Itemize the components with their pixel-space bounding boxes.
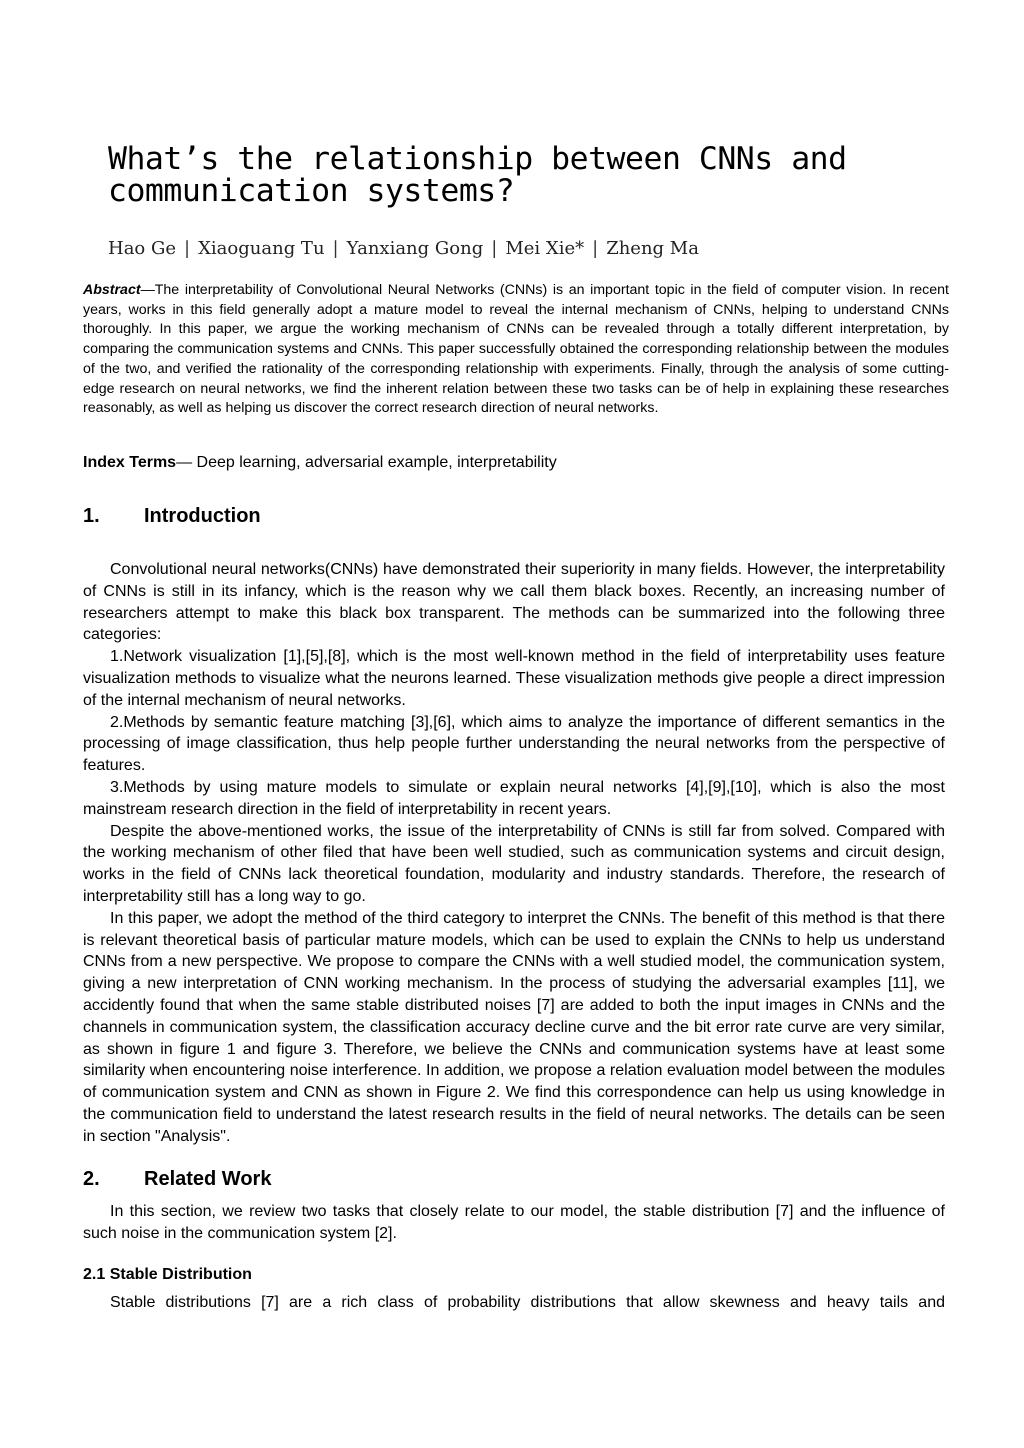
abstract-label: Abstract xyxy=(83,282,141,298)
introduction-body xyxy=(83,559,945,1148)
paragraph: 2.Methods by semantic feature matching [3],[6], which aims to analyze the importance of different semantics in the processing of image classification, thus help people further understanding the neural networks from the perspective of features. xyxy=(83,713,945,775)
author-separator: | xyxy=(184,238,191,259)
stable-distribution-body xyxy=(83,1292,945,1314)
paragraph: In this paper, we adopt the method of the third category to interpret the CNNs. The benefit of this method is that there is relevant theoretical basis of particular mature models, which can be used to explain the CNNs to help us understand CNNs from a new perspective. We propose to compare the CNNs with a well studied model, the communication system, giving a new interpretation of CNN working mechanism. In the process of studying the adversarial examples [11], we accidently found that when the same stable distributed noises [7] are added to both the input images in CNNs and the channels in communication system, the classification accuracy decline curve and the bit error rate curve are very similar, as shown in figure 1 and figure 3. Therefore, we believe the CNNs and communication systems have at least some similarity when encountering noise interference. In addition, we propose a relation evaluation model between the modules of communication system and CNN as shown in Figure 2. We find this correspondence can help us using knowledge in the communication field to understand the latest research results in the field of neural networks. The details can be seen in section "Analysis". xyxy=(83,909,945,1145)
section-heading-introduction xyxy=(83,505,261,528)
section-heading-related-work xyxy=(83,1168,271,1191)
subsection-heading-stable-distribution: 2.1 Stable Distribution xyxy=(83,1266,252,1283)
paragraph: Convolutional neural networks(CNNs) have demonstrated their superiority in many fields. However, the interpretability of CNNs is still in its infancy, which is the reason why we call them black boxes. Recently, an increasing number of researchers attempt to make this black box transparent. The methods can be summarized into the following three categories: xyxy=(83,561,945,644)
author-name: Mei Xie* xyxy=(505,238,585,259)
section-title: Introduction xyxy=(144,505,261,527)
paragraph: Despite the above-mentioned works, the issue of the interpretability of CNNs is still far from solved. Compared with the working mechanism of other filed that have been well studied, such as communication systems and circuit design, works in the field of CNNs lack theoretical foundation, modularity and industry standards. Therefore, the research of interpretability still has a long way to go. xyxy=(83,822,945,905)
paragraph: In this section, we review two tasks that closely relate to our model, the stable distribution [7] and the influence of such noise in the communication system [2]. xyxy=(83,1203,945,1242)
abstract-text: —The interpretability of Convolutional Neural Networks (CNNs) is an important topic in the field of computer vision. In recent years, works in this field generally adopt a mature model to reveal the internal mechanism of CNNs, helping to understand CNNs thoroughly. In this paper, we argue the working mechanism of CNNs can be revealed through a totally different interpretation, by comparing the communication systems and CNNs. This paper successfully obtained the corresponding relationship between the modules of the two, and verified the rationality of the corresponding relationship with experiments. Finally, through the analysis of some cutting-edge research on neural networks, we find the inherent relation between these two tasks can be of help in explaining these researches reasonably, as well as helping us discover the correct research direction of neural networks. xyxy=(83,282,949,417)
section-number: 2. xyxy=(83,1168,100,1190)
paragraph: 3.Methods by using mature models to simulate or explain neural networks [4],[9],[10], which is also the most mainstream research direction in the field of interpretability in recent years. xyxy=(83,778,945,818)
section-title: Related Work xyxy=(144,1168,272,1190)
section-number: 1. xyxy=(83,505,100,527)
author-name: Zheng Ma xyxy=(606,238,699,259)
related-work-body xyxy=(83,1201,945,1245)
author-separator: | xyxy=(491,238,498,259)
paragraph: 1.Network visualization [1],[5],[8], which is the most well-known method in the field of interpretability uses feature visualization methods to visualize what the neurons learned. These visualization methods give people a direct impression of the internal mechanism of neural networks. xyxy=(83,648,945,709)
index-terms-label: Index Terms xyxy=(83,454,177,471)
index-terms xyxy=(83,454,557,472)
author-name: Hao Ge xyxy=(108,238,177,259)
paragraph: Stable distributions [7] are a rich class of probability distributions that allow skewness and heavy tails and xyxy=(110,1294,945,1311)
author-name: Xiaoguang Tu xyxy=(198,238,325,259)
author-list xyxy=(108,238,699,259)
paper-title-line-2: communication systems? xyxy=(108,173,515,209)
paper-title-line-1: What’s the relationship between CNNs and xyxy=(108,141,847,177)
abstract xyxy=(83,281,949,419)
author-name: Yanxiang Gong xyxy=(346,238,484,259)
index-terms-text: — Deep learning, adversarial example, interpretability xyxy=(176,454,557,471)
author-separator: | xyxy=(332,238,339,259)
paper-title xyxy=(108,143,968,207)
author-separator: | xyxy=(592,238,599,259)
